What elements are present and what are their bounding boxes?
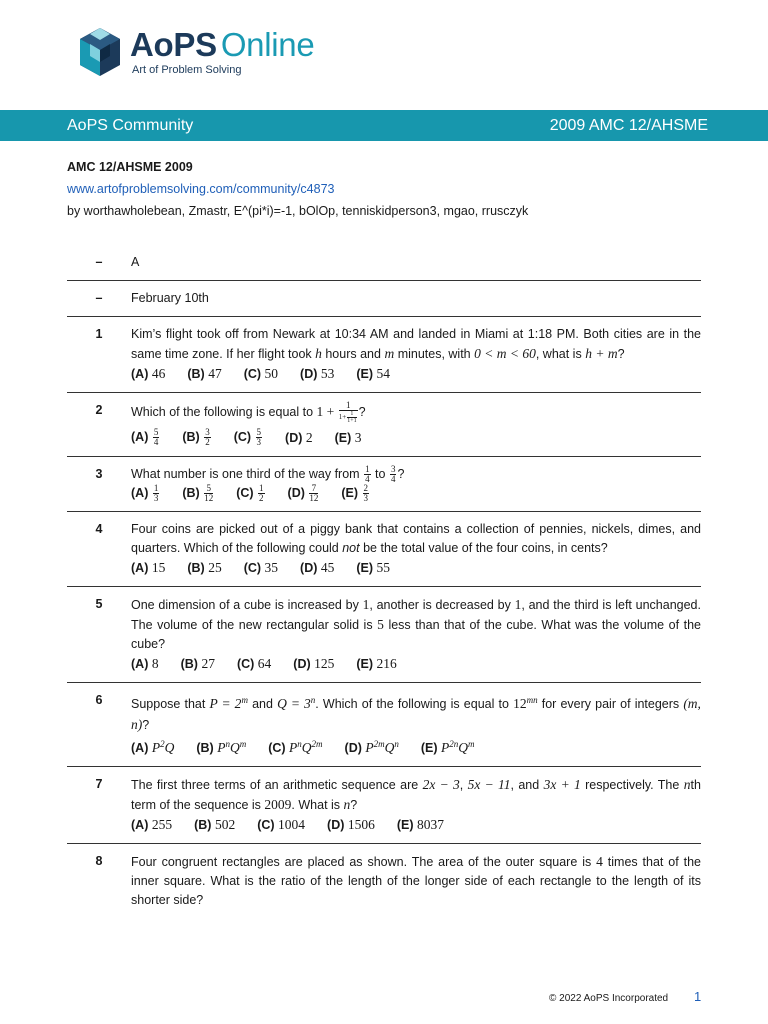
logo-subtitle: Art of Problem Solving	[132, 64, 242, 76]
problem-4	[67, 512, 701, 587]
problem-7	[67, 767, 701, 844]
row-number: –	[95, 291, 103, 305]
list-item	[67, 245, 701, 281]
choice-a: (A) 46	[131, 366, 166, 381]
choice-a: (A) 8	[131, 656, 159, 672]
header-banner	[0, 110, 768, 141]
community-link[interactable]: www.artofproblemsolving.com/community/c4873	[67, 182, 335, 196]
choice-c: (C) $\frac{1}{2}$	[236, 483, 264, 504]
choice-e: (E) 3	[334, 430, 362, 445]
answer-choices	[131, 484, 701, 503]
nested-fraction: 1 1+ $\frac{1}{1+1}$	[338, 400, 357, 424]
choice-d: (D) 1506	[327, 816, 375, 832]
contest-title: 2009 AMC 12/AHSME	[549, 116, 708, 134]
list-item	[67, 281, 701, 317]
choice-c: (C) 64	[236, 656, 272, 672]
choice-b: (B) 502	[194, 816, 236, 832]
choice-e: (E) 55	[356, 560, 391, 576]
choice-b: (B) 47	[187, 366, 222, 381]
problem-8	[67, 844, 701, 918]
problem-5	[67, 587, 701, 683]
choice-e: (E) 8037	[396, 816, 445, 832]
problem-text: Kim’s flight took off from Newark at 10:34 AM and landed in Miami at 1:18 PM. Both cities are in the same time zone. If her flight took h hours and m minutes, with 0 < m < 60, what is h + m? (A) 46 (B) 47 (C) 50 (D) 53 (E) 54	[131, 325, 701, 384]
choice-d: (D) $\frac{7}{12}$	[287, 483, 319, 504]
problem-list	[67, 245, 701, 918]
aops-cube-icon	[78, 26, 122, 78]
choice-a: (A) $\frac{5}{4}$	[131, 427, 159, 448]
answer-choices	[131, 428, 701, 448]
answer-choices	[131, 815, 701, 835]
choice-a: (A) 255	[131, 816, 173, 832]
problem-text: Four congruent rectangles are placed as shown. The area of the outer square is 4 times that of the inner square. What is the ratio of the length of the longer side of each rectangle to the length of its shorter side?	[131, 853, 701, 907]
choice-e: (E) 216	[356, 656, 397, 672]
problem-number: 7	[95, 776, 103, 791]
choice-e: (E) $\frac{2}{3}$	[341, 483, 369, 504]
choice-b: (B) $\frac{3}{2}$	[182, 427, 210, 448]
problem-number: 6	[95, 693, 103, 708]
problem-number: 1	[95, 327, 103, 341]
choice-a: (A) $\frac{1}{3}$	[131, 483, 159, 504]
choice-c: (C) 35	[243, 560, 279, 576]
choice-e: (E) 54	[356, 366, 391, 381]
choice-c: (C) 50	[243, 366, 279, 381]
answer-choices	[131, 654, 701, 674]
answer-choices	[131, 735, 701, 758]
choice-a: (A) $P^2Q$	[131, 738, 175, 755]
answer-choices	[131, 558, 701, 578]
logo-title: AoPS Online	[130, 26, 315, 63]
problem-3	[67, 457, 701, 512]
choice-d: (D) 45	[300, 560, 335, 576]
choice-d: (D) 2	[285, 430, 313, 445]
problem-number: 8	[95, 853, 103, 868]
choice-d: (D) 53	[300, 366, 335, 381]
choice-c: (C) $P^nQ^{2m}$	[268, 738, 323, 755]
choice-c: (C) 1004	[257, 816, 306, 832]
aops-logo	[78, 26, 314, 82]
problem-2	[67, 393, 701, 457]
community-label: AoPS Community	[67, 116, 194, 134]
choice-b: (B) 25	[187, 560, 222, 576]
document-meta	[67, 156, 707, 222]
choice-b: (B) $\frac{5}{12}$	[182, 483, 214, 504]
row-number: –	[95, 255, 103, 269]
problem-text: Which of the following is equal to 1 + 1 1+ $\frac{1}{1+1}$ ? (A) $\frac{5}{4}$ (B) $\frac{3}{2}$ (C) $\frac{5}{3}$ (D) 2 (E) 3	[131, 401, 701, 448]
choice-b: (B) $P^nQ^m$	[196, 738, 247, 755]
document-title: AMC 12/AHSME 2009	[67, 160, 193, 174]
problem-number: 3	[95, 467, 103, 481]
row-text: A	[131, 255, 140, 269]
page-number: 1	[694, 989, 702, 1004]
problem-number: 4	[95, 522, 103, 537]
problem-number: 5	[95, 597, 103, 612]
choice-c: (C) $\frac{5}{3}$	[233, 427, 262, 448]
problem-text: One dimension of a cube is increased by 1, another is decreased by 1, and the third is left unchanged. The volume of the new rectangular solid is 5 less than that of the cube. What was the volume of the cube? (A) 8 (B) 27 (C) 64 (D) 125 (E) 216	[131, 595, 701, 674]
choice-b: (B) 27	[180, 656, 215, 672]
problem-text: Suppose that $P = 2^m$ and $Q = 3^n$. Which of the following is equal to $12^{mn}$ for every pair of integers (m, n)? (A) $P^2Q$ (B) $P^nQ^m$ (C) $P^nQ^{2m}$ (D) $P^{2m}Q^n$ (E) $P^{2n}Q^m$	[131, 691, 701, 757]
problem-text: Four coins are picked out of a piggy bank that contains a collection of pennies, nickels, dimes, and quarters. Which of the following could not be the total value of the four coins, in cents? (A) 15 (B) 25 (C) 35 (D) 45 (E) 55	[131, 520, 701, 578]
problem-1	[67, 317, 701, 393]
row-text: February 10th	[131, 291, 209, 305]
copyright-text: © 2022 AoPS Incorporated	[549, 993, 669, 1004]
choice-d: (D) 125	[293, 656, 335, 672]
choice-d: (D) $P^{2m}Q^n$	[344, 738, 399, 755]
problem-text: The first three terms of an arithmetic sequence are 2x − 3, 5x − 11, and 3x + 1 respectively. The nth term of the sequence is 2009. What is n? (A) 255 (B) 502 (C) 1004 (D) 1506 (E) 8037	[131, 775, 701, 835]
answer-choices	[131, 364, 701, 384]
problem-6	[67, 683, 701, 766]
problem-number: 2	[95, 403, 103, 417]
problem-text: What number is one third of the way from $\frac{1}{4}$ to $\frac{3}{4}$ ? (A) $\frac{1}{3}$ (B) $\frac{5}{12}$ (C) $\frac{1}{2}$ (D) $\frac{7}{12}$ (E) $\frac{2}{3}$	[131, 465, 701, 503]
choice-a: (A) 15	[131, 560, 166, 576]
authors-line: by worthawholebean, Zmastr, E^(pi*i)=-1, bOlOp, tenniskidperson3, mgao, rrusczyk	[67, 204, 529, 218]
choice-e: (E) $P^{2n}Q^m$	[420, 738, 475, 755]
